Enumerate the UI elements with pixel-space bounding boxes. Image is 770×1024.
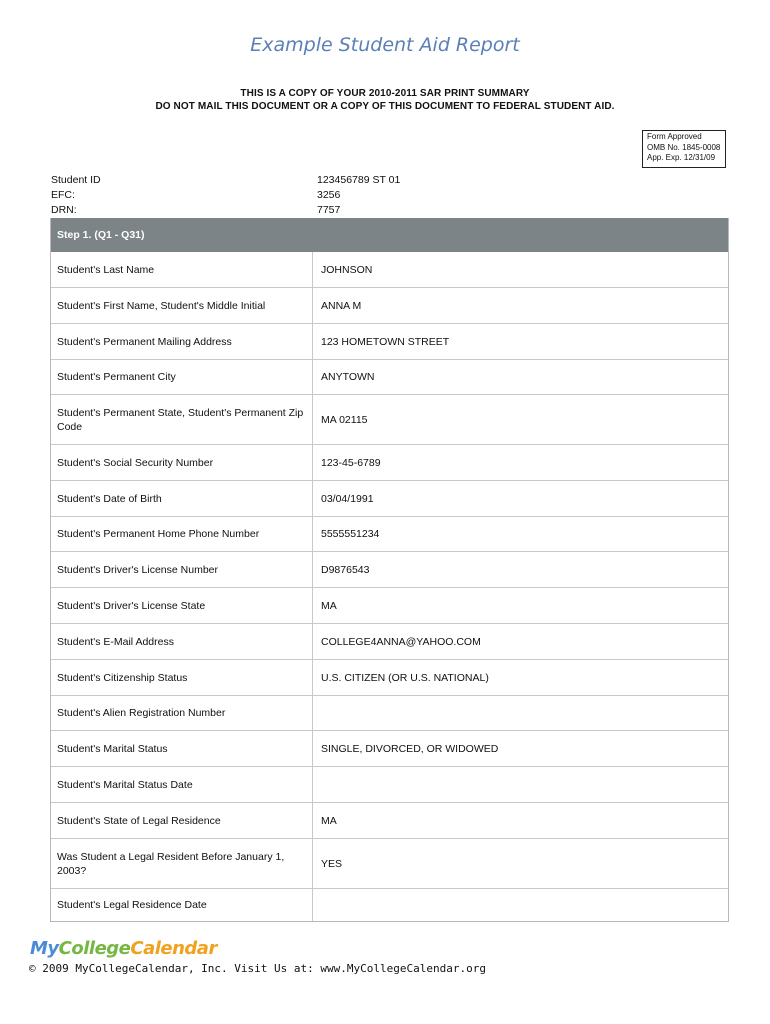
field-label: Student's Citizenship Status [51,660,313,695]
form-approved-box [642,130,726,168]
table-row [51,480,728,516]
table-row [51,252,728,287]
field-label: Student's Marital Status [51,731,313,766]
field-value: 5555551234 [321,528,380,540]
field-value: MA [321,814,337,827]
field-label: Student's Marital Status Date [51,767,313,802]
field-value: SINGLE, DIVORCED, OR WIDOWED [321,742,499,755]
table-row [51,394,728,444]
field-label: Student's E-Mail Address [51,624,313,659]
form-expiry-line: App. Exp. 12/31/09 [647,153,716,162]
field-value: U.S. CITIZEN (OR U.S. NATIONAL) [321,671,489,684]
student-id-value: 123456789 ST 01 [317,174,401,186]
field-label: Was Student a Legal Resident Before January 1, 2003? [51,839,313,888]
table-row [51,695,728,730]
table-row [51,516,728,551]
table-row [51,623,728,659]
field-label: Student's State of Legal Residence [51,803,313,838]
field-label: Student's Permanent City [51,360,313,394]
logo-calendar: Calendar [130,938,217,959]
table-row [51,359,728,394]
table-row [51,444,728,480]
step-header: Step 1. (Q1 - Q31) [51,218,728,252]
field-value: YES [321,857,343,870]
field-label: Student's Alien Registration Number [51,696,313,730]
field-value: 123 HOMETOWN STREET [321,335,450,348]
page-title: Example Student Aid Report [250,34,520,56]
field-value: 03/04/1991 [321,492,374,505]
notice-line-1: THIS IS A COPY OF YOUR 2010-2011 SAR PRINT SUMMARY [240,88,530,99]
field-value [313,889,728,921]
field-label: Student's Date of Birth [51,481,313,516]
table-row [51,802,728,838]
field-value: JOHNSON [321,263,373,276]
field-label: Student's Driver's License Number [51,552,313,587]
logo-my: My [30,938,59,959]
field-label: Student's Permanent Home Phone Number [51,517,313,551]
drn-label: DRN: [51,204,77,216]
field-label: Student's Permanent Mailing Address [51,324,313,359]
field-label: Student's Permanent State, Student's Permanent Zip Code [51,395,313,444]
field-value: COLLEGE4ANNA@YAHOO.COM [321,635,481,648]
field-label: Student's Social Security Number [51,445,313,480]
sar-table [50,218,729,922]
student-id-label: Student ID [51,174,101,186]
field-label: Student's Driver's License State [51,588,313,623]
field-label: Student's Last Name [51,252,313,287]
field-value: ANYTOWN [321,371,375,383]
table-row [51,551,728,587]
footer-copyright: © 2009 MyCollegeCalendar, Inc. Visit Us at: www.MyCollegeCalendar.org [29,962,486,975]
table-row [51,766,728,802]
field-value: MA 02115 [321,413,368,426]
field-value [313,767,728,802]
form-omb-line: OMB No. 1845-0008 [647,142,721,152]
logo-college: College [58,938,131,959]
field-label: Student's Legal Residence Date [51,889,313,921]
efc-label: EFC: [51,189,75,201]
table-row [51,838,728,888]
form-approved-line: Form Approved [647,132,702,141]
mycollegecalendar-logo [30,938,217,960]
notice-line-2: DO NOT MAIL THIS DOCUMENT OR A COPY OF THIS DOCUMENT TO FEDERAL STUDENT AID. [155,101,615,112]
field-value: MA [321,599,337,612]
id-labels [51,173,101,218]
table-row [51,888,728,921]
id-values [317,173,400,218]
field-label: Student's First Name, Student's Middle Initial [51,288,313,323]
table-row [51,730,728,766]
field-value: 123-45-6789 [321,456,381,469]
field-value: ANNA M [321,299,362,312]
drn-value: 7757 [317,204,341,216]
field-value [313,696,728,730]
table-row [51,323,728,359]
efc-value: 3256 [317,189,341,201]
table-body [51,252,728,921]
field-value: D9876543 [321,563,370,576]
table-row [51,587,728,623]
table-row [51,287,728,323]
table-row [51,659,728,695]
